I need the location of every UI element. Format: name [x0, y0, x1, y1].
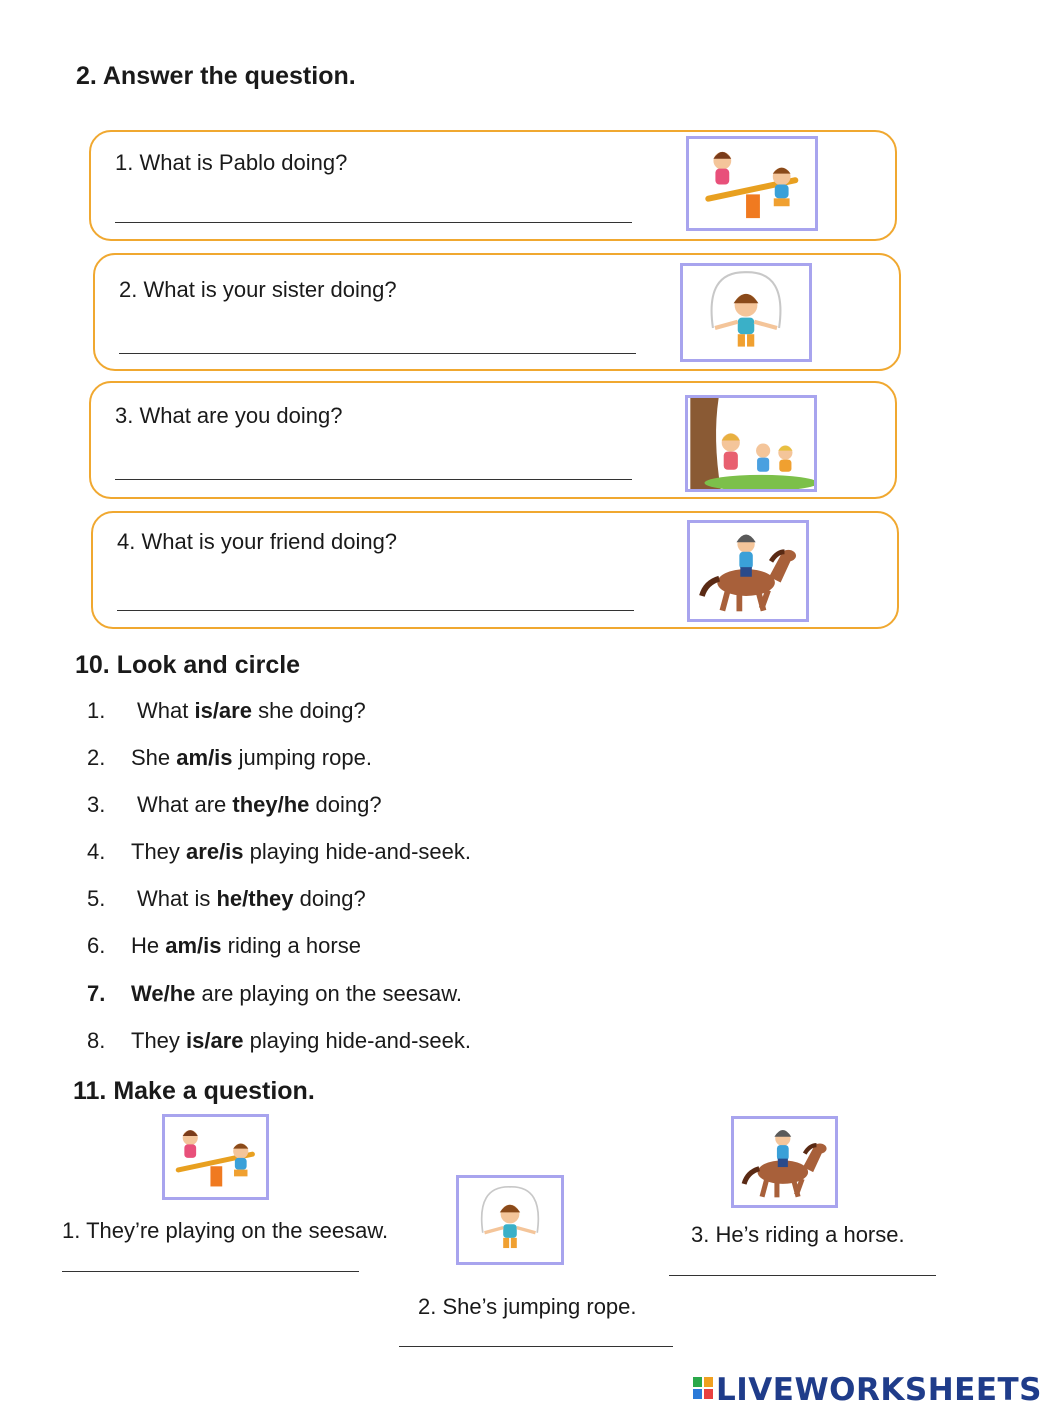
item-sentence [131, 933, 361, 959]
seesaw-picture [686, 136, 818, 231]
sentence-start: They [131, 1028, 187, 1053]
item-sentence [131, 839, 471, 865]
question-text: 1. What is Pablo doing? [115, 150, 348, 175]
sentence-end: are playing on the seesaw. [195, 981, 463, 1006]
item-sentence [131, 1028, 471, 1054]
item-number: 7. [87, 981, 106, 1006]
choice-options[interactable]: is/are [186, 1028, 244, 1053]
sentence-end: she doing? [251, 698, 366, 723]
seesaw-picture-small [162, 1114, 269, 1200]
jump-rope-icon [683, 266, 809, 359]
sentence-start: What is [137, 886, 217, 911]
brand-name: LIVEWORKSHEETS [716, 1372, 1042, 1408]
answer-line-2[interactable] [399, 1346, 673, 1347]
horse-riding-picture-small [731, 1116, 838, 1208]
caption-1: 1. They’re playing on the seesaw. [62, 1218, 389, 1243]
answer-line[interactable] [117, 610, 634, 611]
horse-riding-icon [734, 1119, 835, 1205]
question-box-4 [91, 511, 899, 629]
item-number: 1. [87, 698, 106, 723]
item-number: 3. [87, 792, 106, 817]
item-number: 5. [87, 886, 106, 911]
question-text: 2. What is your sister doing? [119, 277, 397, 302]
sentence-start: He [131, 933, 166, 958]
sentence-end: doing? [293, 886, 366, 911]
sentence-end: jumping rope. [232, 745, 372, 770]
section-2-title: 2. Answer the question. [76, 62, 356, 90]
seesaw-icon [689, 139, 815, 228]
jump-rope-picture-small [456, 1175, 564, 1265]
sentence-start: She [131, 745, 177, 770]
caption-2: 2. She’s jumping rope. [418, 1294, 637, 1319]
horse-riding-picture [687, 520, 809, 622]
item-number: 4. [87, 839, 106, 864]
jump-rope-icon [459, 1178, 561, 1262]
choice-options[interactable]: am/is [176, 745, 233, 770]
question-text: 4. What is your friend doing? [117, 529, 398, 554]
choice-options[interactable]: he/they [216, 886, 294, 911]
sentence-end: playing hide-and-seek. [243, 839, 472, 864]
answer-line[interactable] [119, 353, 636, 354]
answer-line[interactable] [115, 479, 632, 480]
sentence-start: What [137, 698, 195, 723]
answer-line-1[interactable] [62, 1271, 359, 1272]
item-sentence [131, 981, 462, 1007]
question-box-3 [89, 381, 897, 499]
item-sentence [137, 792, 382, 818]
choice-options[interactable]: are/is [186, 839, 244, 864]
liveworksheets-logo-icon [693, 1377, 713, 1399]
item-number: 2. [87, 745, 106, 770]
sentence-end: doing? [309, 792, 382, 817]
item-sentence [137, 886, 366, 912]
sentence-start: What are [137, 792, 233, 817]
hide-and-seek-picture [685, 395, 817, 492]
caption-3: 3. He’s riding a horse. [691, 1222, 905, 1247]
item-number: 6. [87, 933, 106, 958]
question-text: 3. What are you doing? [115, 403, 343, 428]
item-sentence [137, 698, 366, 724]
horse-riding-icon [690, 523, 806, 619]
section-11-title: 11. Make a question. [73, 1077, 315, 1105]
item-number: 8. [87, 1028, 106, 1053]
seesaw-icon [165, 1117, 266, 1197]
sentence-end: playing hide-and-seek. [243, 1028, 472, 1053]
choice-options[interactable]: We/he [131, 981, 196, 1006]
answer-line-3[interactable] [669, 1275, 936, 1276]
answer-line[interactable] [115, 222, 632, 223]
choice-options[interactable]: am/is [165, 933, 222, 958]
choice-options[interactable]: they/he [232, 792, 310, 817]
jump-rope-picture [680, 263, 812, 362]
choice-options[interactable]: is/are [194, 698, 252, 723]
question-box-2 [93, 253, 901, 371]
question-box-1 [89, 130, 897, 241]
hide-and-seek-icon [688, 398, 814, 489]
sentence-end: riding a horse [221, 933, 361, 958]
sentence-start: They [131, 839, 187, 864]
section-10-title: 10. Look and circle [75, 651, 301, 679]
item-sentence [131, 745, 372, 771]
